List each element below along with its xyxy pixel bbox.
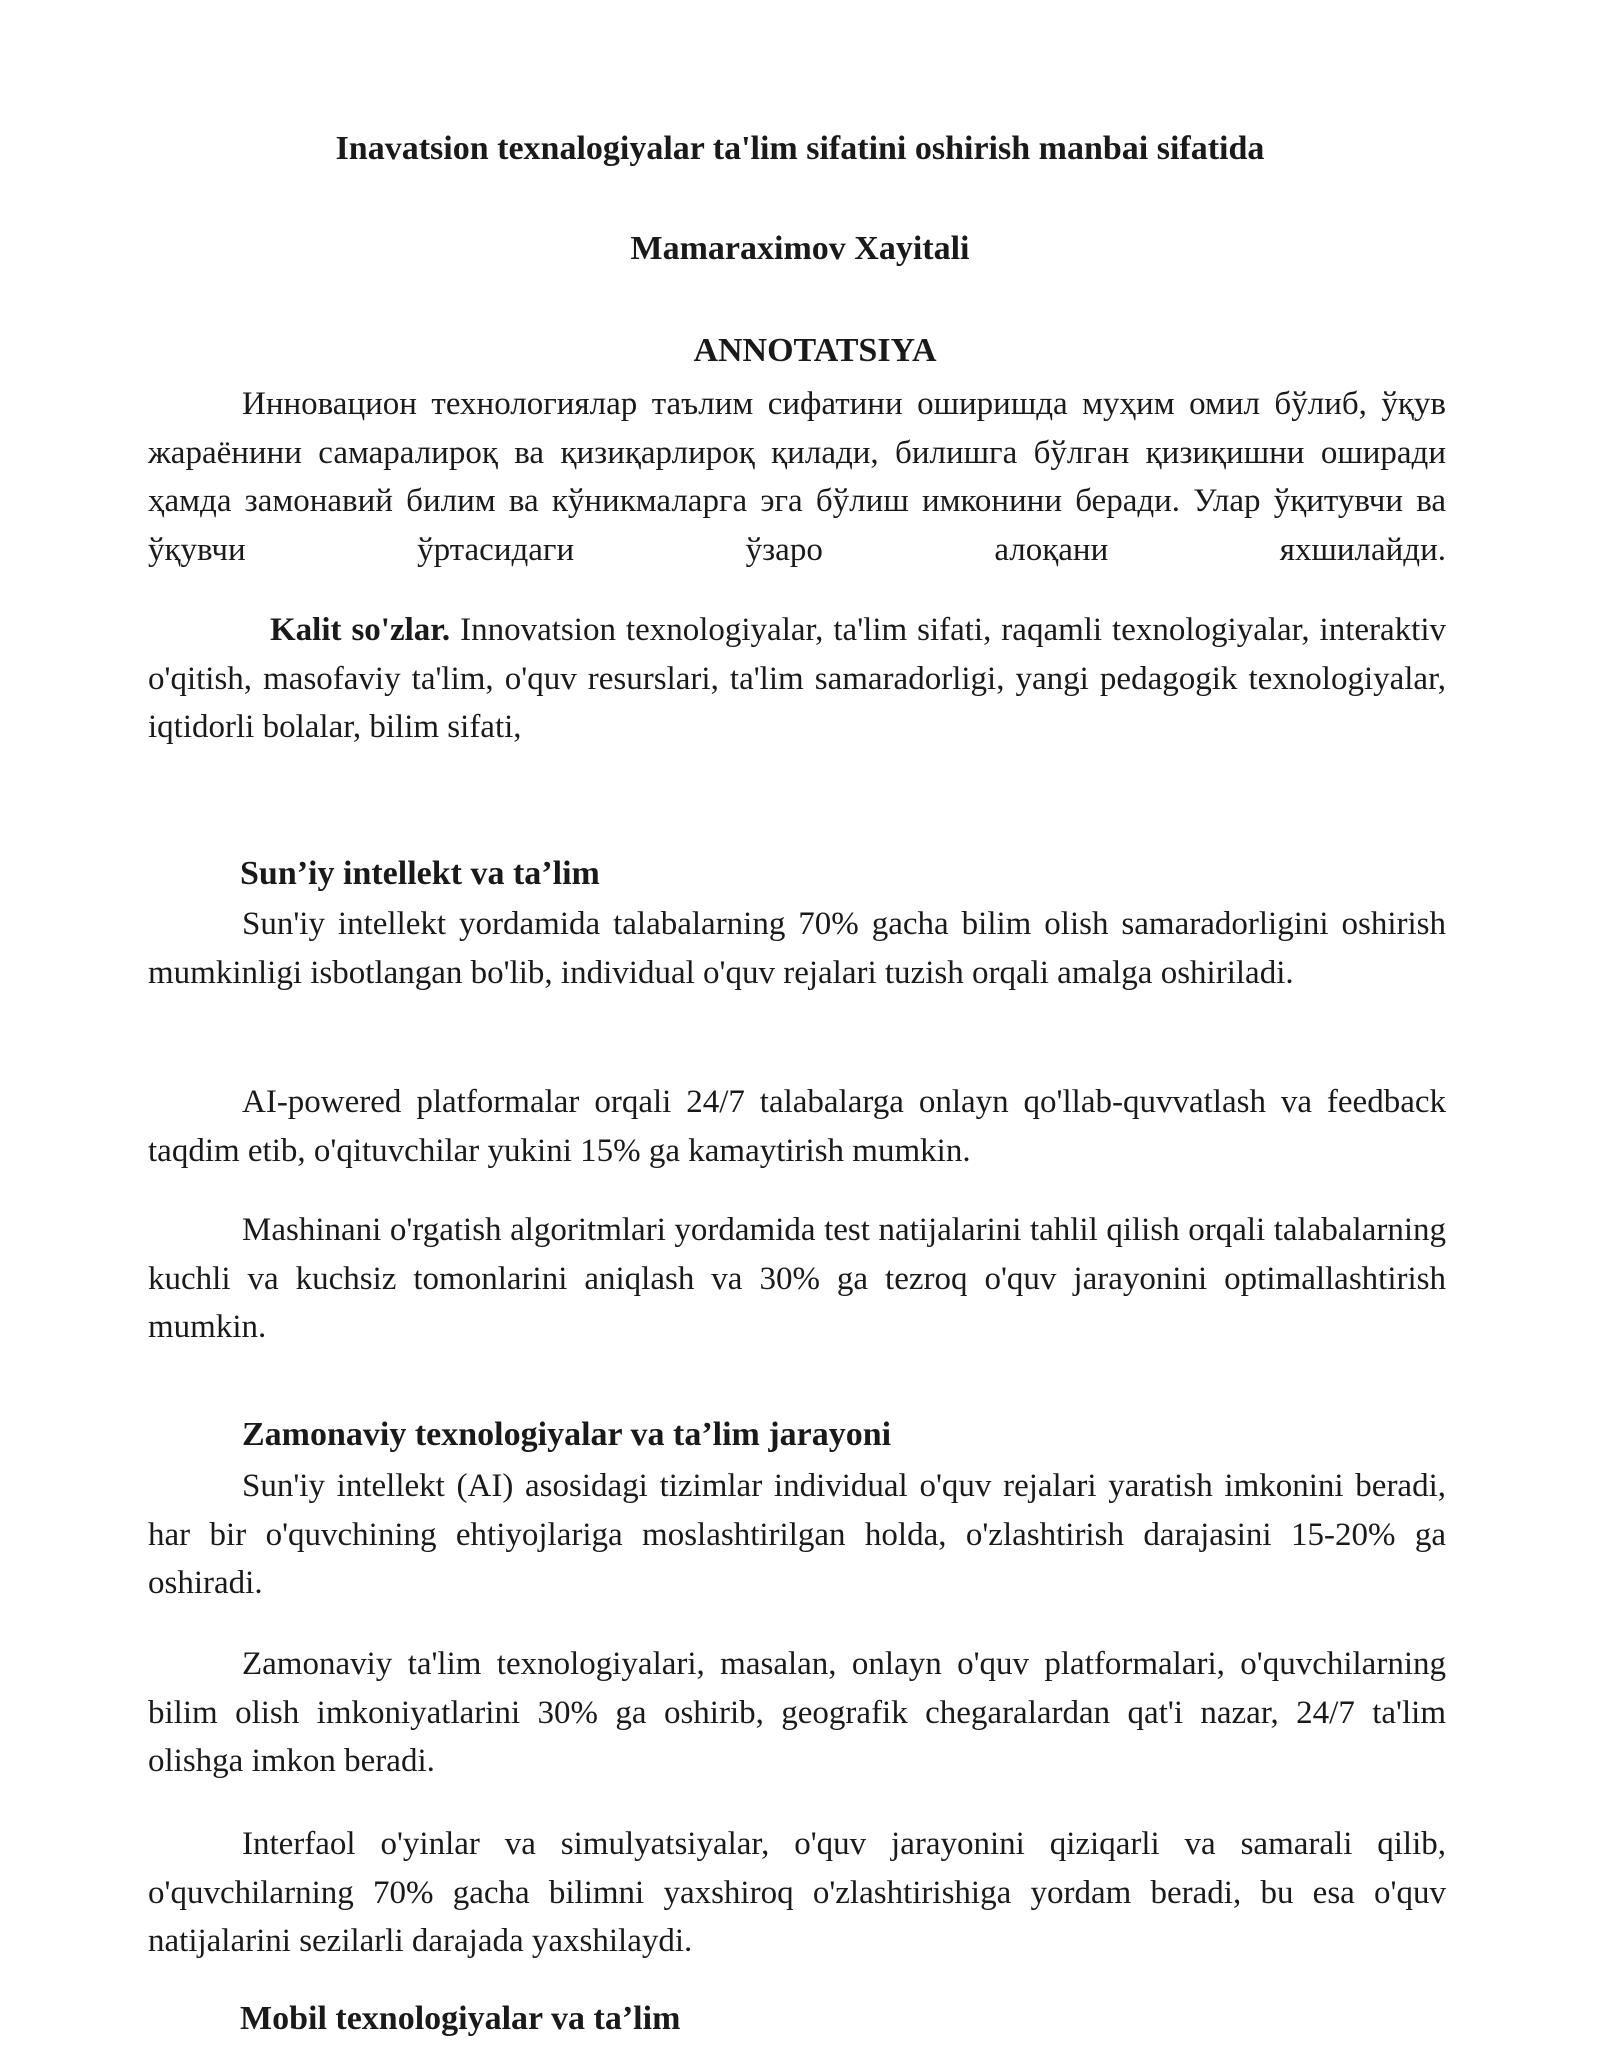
section-heading-mobile-tech: Mobil texnologiyalar va ta’lim	[240, 2000, 681, 2037]
keywords-paragraph	[148, 606, 1446, 752]
section1-paragraph-1: Sun'iy intellekt yordamida talabalarning 70% gacha bilim olish samaradorligini oshirish mumkinligi isbotlangan bo'lib, individual o'quv rejalari tuzish orqali amalga oshiriladi.	[148, 906, 1446, 991]
section2-paragraph-1: Sun'iy intellekt (AI) asosidagi tizimlar individual o'quv rejalari yaratish imkonini beradi, har bir o'quvchining ehtiyojlariga moslashtirilgan holda, o'zlashtirish darajasini 15-20% ga oshiradi.	[148, 1468, 1446, 1601]
section-heading-ai-education: Sun’iy intellekt va ta’lim	[240, 855, 600, 892]
keywords-label: Kalit so'zlar.	[270, 612, 451, 648]
section2-paragraph-2: Zamonaviy ta'lim texnologiyalari, masalan, onlayn o'quv platformalari, o'quvchilarning bilim olish imkoniyatlarini 30% ga oshirib, geografik chegaralardan qat'i nazar, 24/7 ta'lim olishga imkon beradi.	[148, 1646, 1446, 1779]
section-heading-modern-tech: Zamonaviy texnologiyalar va ta’lim jarayoni	[242, 1416, 892, 1453]
annotation-paragraph: Инновацион технологиялар таълим сифатини оширишда муҳим омил бўлиб, ўқув жараёнини самаралироқ ва қизиқарлироқ қилади, билишга бўлган қизиқишни оширади ҳамда замонавий билим ва кўникмаларга эга бўлиш имконини беради. Улар ўқитувчи ва ўқувчи ўртасидаги ўзаро алоқани яхшилайди.	[148, 386, 1446, 568]
annotation-heading: ANNOTATSIYA	[693, 332, 937, 369]
section1-paragraph-3: Mashinani o'rgatish algoritmlari yordamida test natijalarini tahlil qilish orqali talabalarning kuchli va kuchsiz tomonlarini aniqlash va 30% ga tezroq o'quv jarayonini optimallashtirish mumkin.	[148, 1212, 1446, 1345]
section2-paragraph-3: Interfaol o'yinlar va simulyatsiyalar, o'quv jarayonini qiziqarli va samarali qilib, o'quvchilarning 70% gacha bilimni yaxshiroq o'zlashtirishiga yordam beradi, bu esa o'quv natijalarini sezilarli darajada yaxshilaydi.	[148, 1826, 1446, 1959]
author-name: Mamaraximov Xayitali	[630, 230, 970, 267]
keywords-text: Innovatsion texnologiyalar, ta'lim sifati, raqamli texnologiyalar, interaktiv o'qitish, masofaviy ta'lim, o'quv resurslari, ta'lim samaradorligi, yangi pedagogik texnologiyalar, iqtidorli bolalar, bilim sifati,	[148, 612, 1446, 745]
section1-paragraph-2: AI-powered platformalar orqali 24/7 talabalarga onlayn qo'llab-quvvatlash va feedback taqdim etib, o'qituvchilar yukini 15% ga kamaytirish mumkin.	[148, 1084, 1446, 1169]
document-title: Inavatsion texnalogiyalar ta'lim sifatini oshirish manbai sifatida	[335, 130, 1265, 167]
